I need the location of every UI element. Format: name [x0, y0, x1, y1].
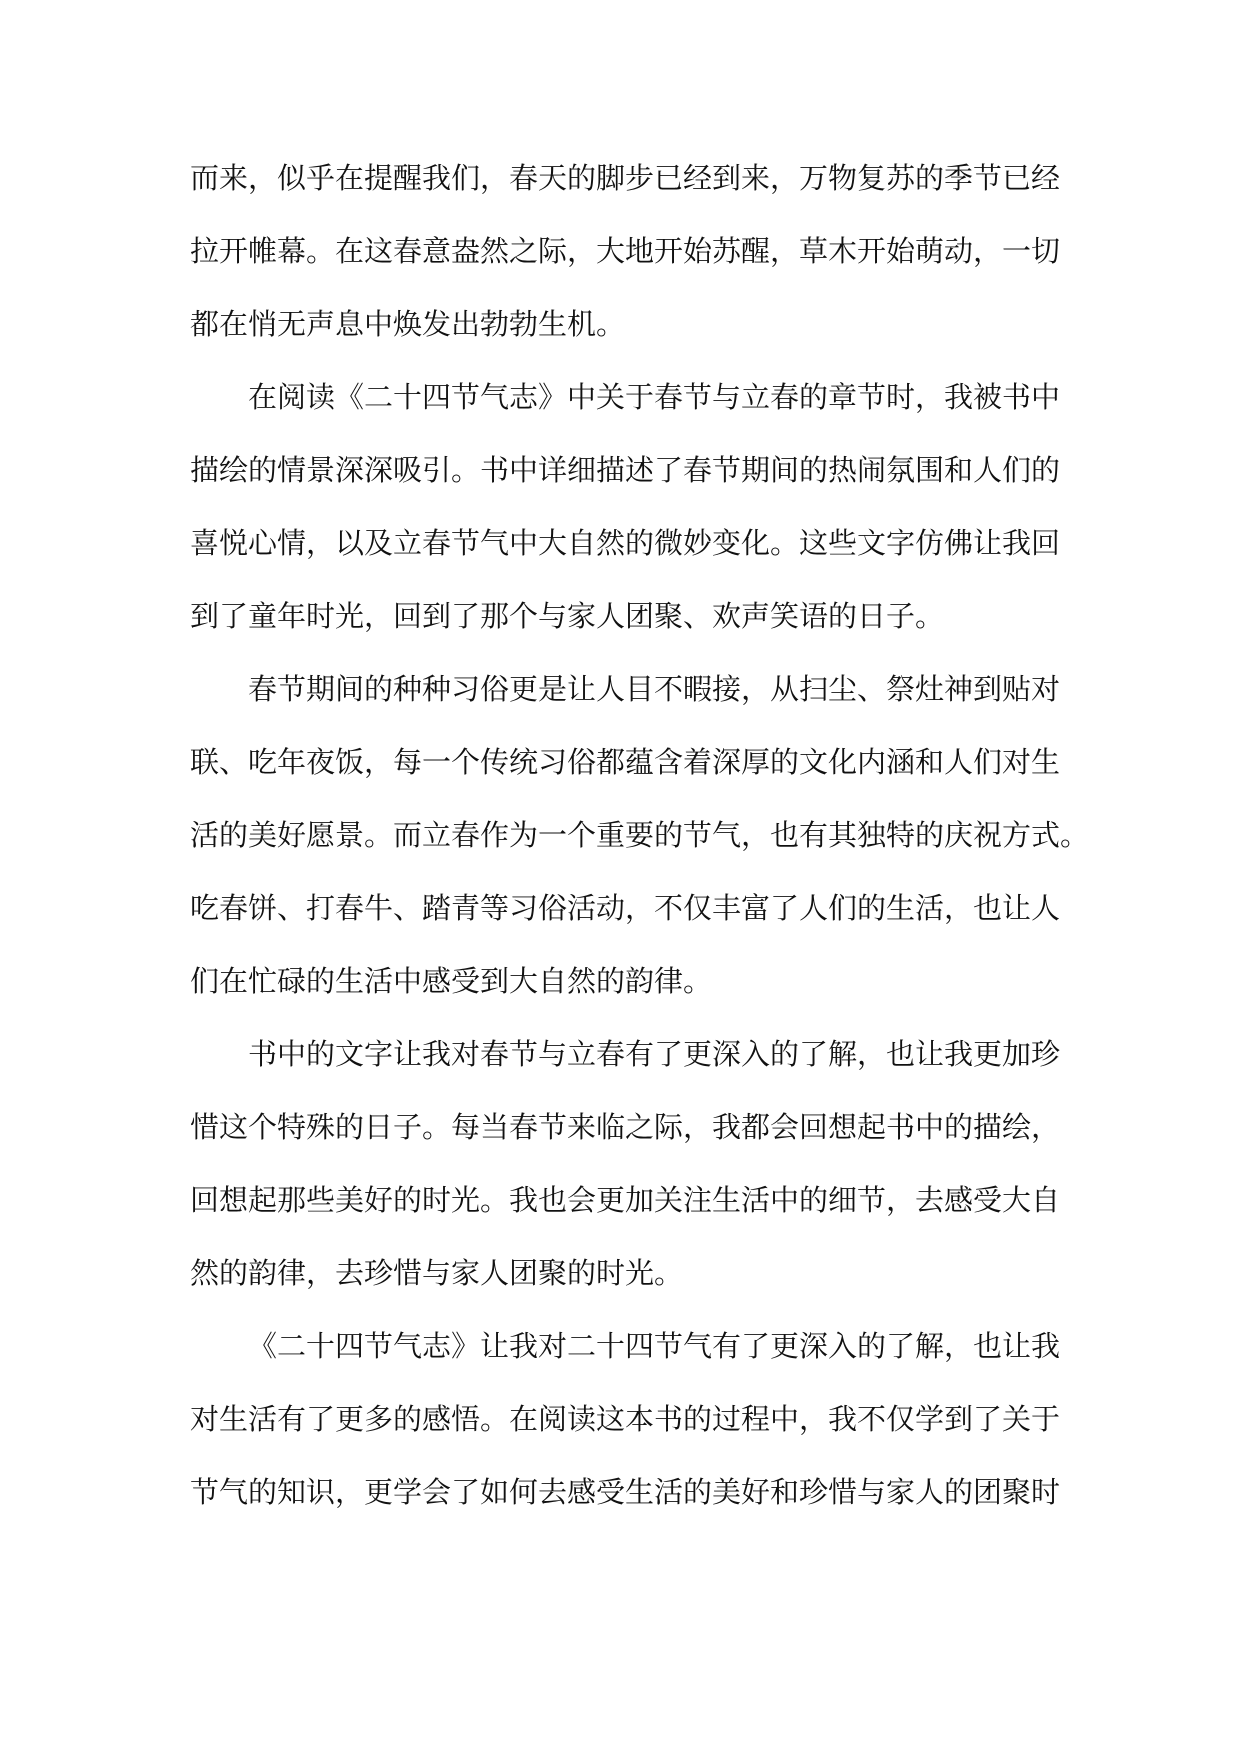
text-line: 对生活有了更多的感悟。在阅读这本书的过程中，我不仅学到了关于: [190, 1402, 1061, 1436]
text-line: 吃春饼、打春牛、踏青等习俗活动，不仅丰富了人们的生活，也让人: [190, 891, 1061, 925]
text-line: 而来，似乎在提醒我们，春天的脚步已经到来，万物复苏的季节已经: [190, 161, 1061, 195]
text-line: 惜这个特殊的日子。每当春节来临之际，我都会回想起书中的描绘，: [190, 1110, 1061, 1144]
text-line: 节气的知识，更学会了如何去感受生活的美好和珍惜与家人的团聚时: [190, 1475, 1061, 1509]
text-line: 春节期间的种种习俗更是让人目不暇接，从扫尘、祭灶神到贴对: [248, 672, 1061, 706]
text-line: 《二十四节气志》让我对二十四节气有了更深入的了解，也让我: [248, 1329, 1061, 1363]
text-line: 然的韵律，去珍惜与家人团聚的时光。: [190, 1256, 684, 1290]
text-line: 拉开帷幕。在这春意盎然之际，大地开始苏醒，草木开始萌动，一切: [190, 234, 1061, 268]
text-line: 喜悦心情，以及立春节气中大自然的微妙变化。这些文字仿佛让我回: [190, 526, 1061, 560]
text-line: 们在忙碌的生活中感受到大自然的韵律。: [190, 964, 713, 998]
text-line: 在阅读《二十四节气志》中关于春节与立春的章节时，我被书中: [248, 380, 1061, 414]
document-body: [190, 142, 1090, 1529]
text-line: 活的美好愿景。而立春作为一个重要的节气，也有其独特的庆祝方式。: [190, 818, 1090, 852]
text-line: 描绘的情景深深吸引。书中详细描述了春节期间的热闹氛围和人们的: [190, 453, 1061, 487]
text-line: 到了童年时光，回到了那个与家人团聚、欢声笑语的日子。: [190, 599, 945, 633]
text-line: 回想起那些美好的时光。我也会更加关注生活中的细节，去感受大自: [190, 1183, 1061, 1217]
text-line: 联、吃年夜饭，每一个传统习俗都蕴含着深厚的文化内涵和人们对生: [190, 745, 1061, 779]
text-line: 都在悄无声息中焕发出勃勃生机。: [190, 307, 626, 341]
text-line: 书中的文字让我对春节与立春有了更深入的了解，也让我更加珍: [248, 1037, 1061, 1071]
